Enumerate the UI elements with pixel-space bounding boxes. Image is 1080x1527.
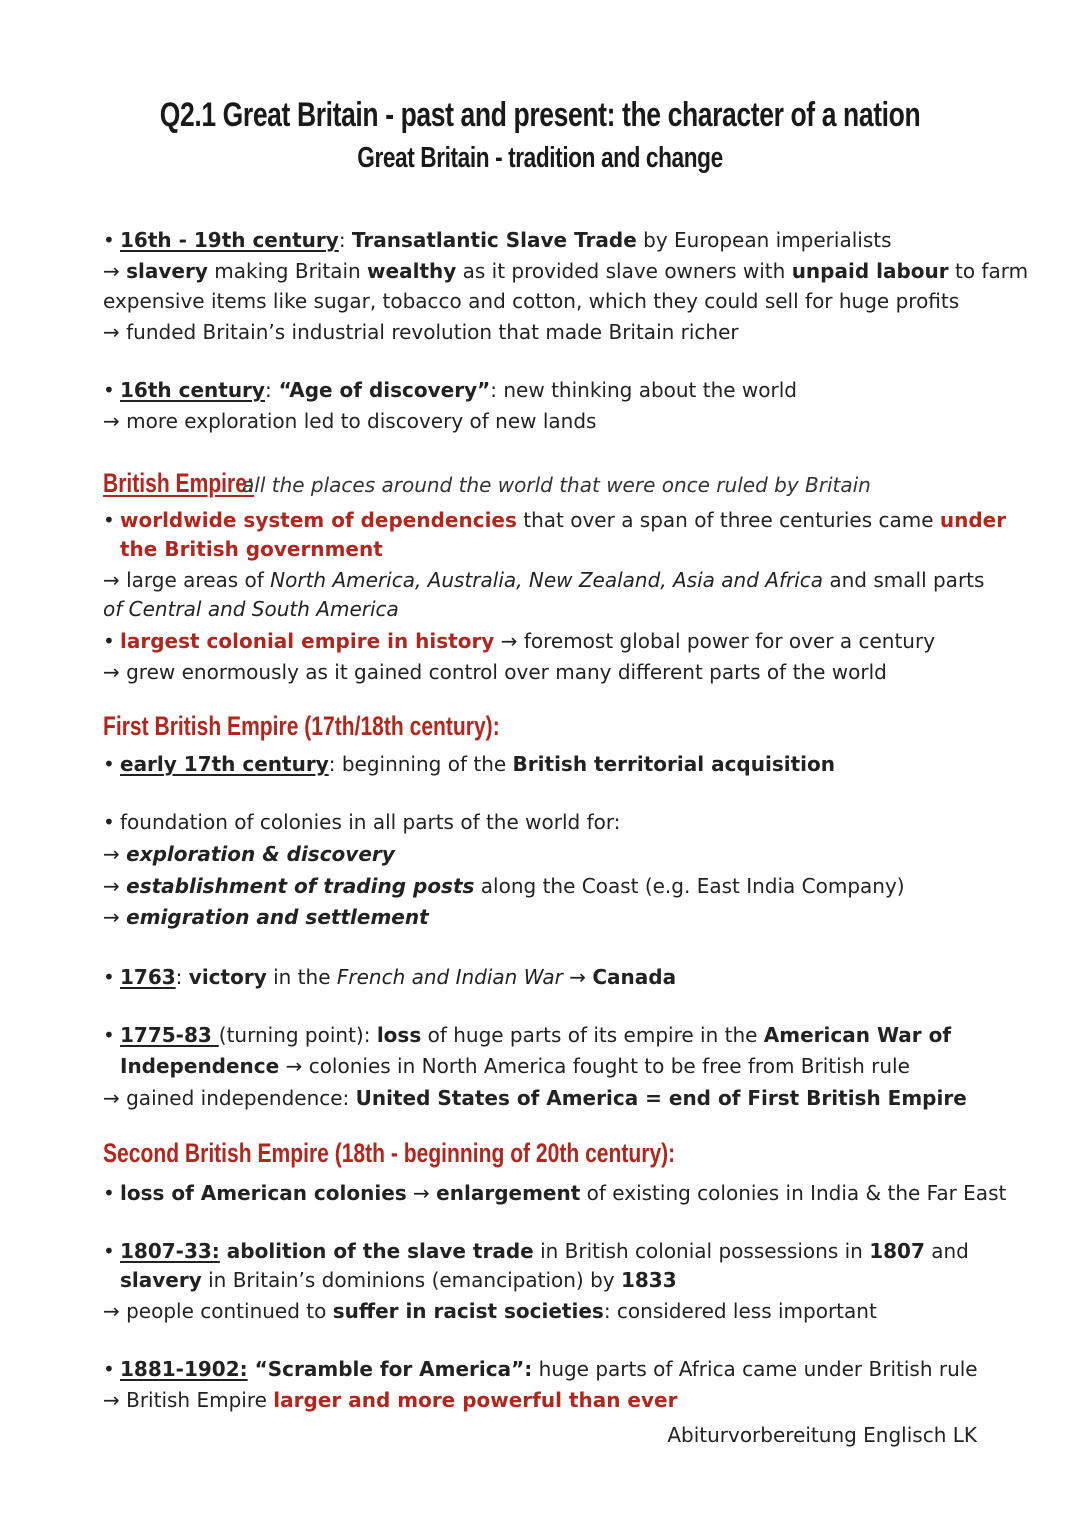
empire-line-4: of Central and South America [103,597,399,621]
slave-trade-line-3: expensive items like sugar, tobacco and cotton, which they could sell for huge profits [103,289,960,313]
second-empire-bullet-2-cont: slavery in Britain’s dominions (emancipation) by 1833 [120,1268,677,1292]
page-subtitle: Great Britain - tradition and change [357,142,723,174]
page-title: Q2.1 Great Britain - past and present: the character of a nation [159,96,921,134]
footer-label: Abiturvorbereitung Englisch LK [667,1423,977,1447]
first-empire-bullet-4-cont: Independence → colonies in North America fought to be free from British rule [120,1054,910,1078]
first-empire-bullet-3: • 1763: victory in the French and Indian War → Canada [103,965,677,989]
second-empire-bullet-1: • loss of American colonies → enlargement of existing colonies in India & the Far East [103,1181,1007,1205]
british-empire-definition: all the places around the world that were once ruled by Britain [242,473,871,497]
second-empire-suffer-line: → people continued to suffer in racist societies: considered less important [103,1299,877,1323]
slave-trade-bullet: • 16th - 19th century: Transatlantic Slave Trade by European imperialists [103,228,892,252]
second-empire-powerful-line: → British Empire larger and more powerful than ever [103,1388,678,1412]
first-empire-arrow-1: → exploration & discovery [103,842,395,866]
empire-bullet-2: • largest colonial empire in history → foremost global power for over a century [103,629,936,653]
empire-line-3: → large areas of North America, Australia, New Zealand, Asia and Africa and small parts [103,568,985,592]
second-empire-bullet-3: • 1881-1902: “Scramble for America”: huge parts of Africa came under British rule [103,1357,978,1381]
slave-trade-line-2: → slavery making Britain wealthy as it provided slave owners with unpaid labour to farm [103,259,1029,283]
first-empire-bullet-2: • foundation of colonies in all parts of the world for: [103,810,621,834]
empire-line-6: → grew enormously as it gained control over many different parts of the world [103,660,887,684]
first-empire-bullet-4: • 1775-83 (turning point): loss of huge parts of its empire in the American War of [103,1023,952,1047]
discovery-bullet: • 16th century: “Age of discovery”: new thinking about the world [103,378,797,402]
first-empire-heading: First British Empire (17th/18th century): [103,711,500,741]
second-empire-heading: Second British Empire (18th - beginning of 20th century): [103,1138,676,1168]
slave-trade-line-4: → funded Britain’s industrial revolution that made Britain richer [103,320,739,344]
british-empire-heading: British Empire: [103,468,254,498]
first-empire-arrow-3: → emigration and settlement [103,905,429,929]
first-empire-arrow-2: → establishment of trading posts along the Coast (e.g. East India Company) [103,874,905,898]
second-empire-bullet-2: • 1807-33: abolition of the slave trade in British colonial possessions in 1807 and [103,1239,969,1263]
empire-bullet-1: • worldwide system of dependencies that over a span of three centuries came under [103,508,1007,532]
first-empire-bullet-1: • early 17th century: beginning of the British territorial acquisition [103,752,835,776]
first-empire-independence-line: → gained independence: United States of America = end of First British Empire [103,1086,967,1110]
empire-bullet-1-cont: the British government [120,537,383,561]
discovery-line-2: → more exploration led to discovery of new lands [103,409,597,433]
